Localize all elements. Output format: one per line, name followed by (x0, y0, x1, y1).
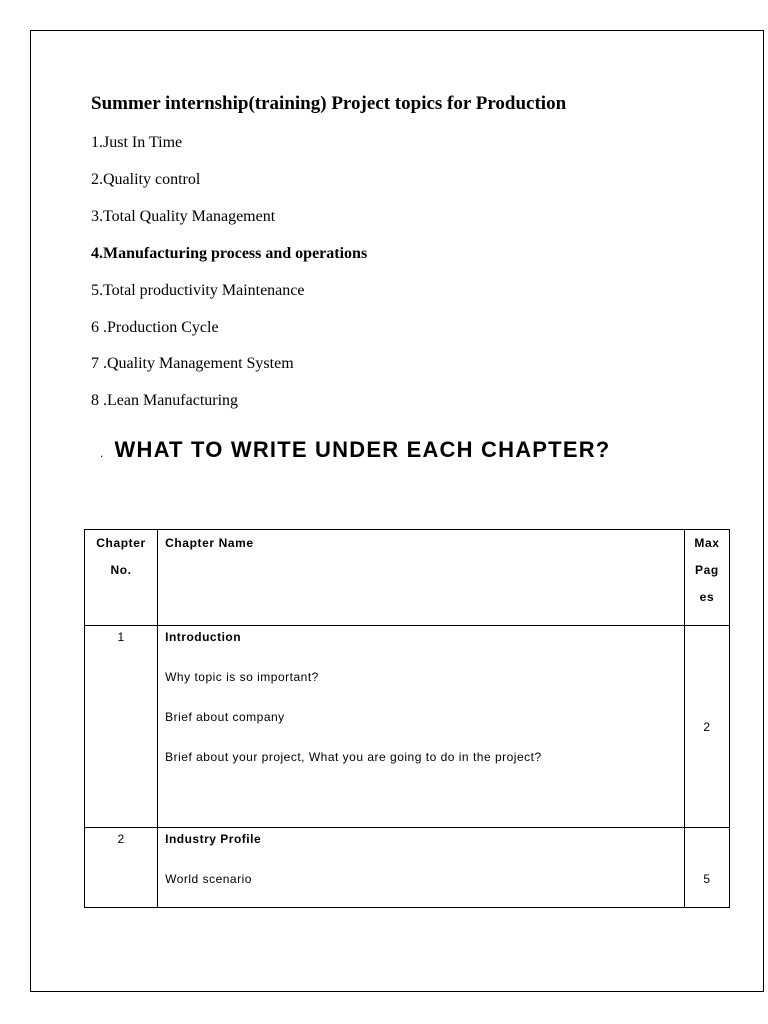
chapter-line: Brief about company (165, 710, 285, 724)
section-heading-text: WHAT TO WRITE UNDER EACH CHAPTER? (114, 437, 611, 462)
header-max-pages-line: es (699, 590, 715, 604)
topic-item: 3.Total Quality Management (91, 208, 276, 225)
topic-item: 8 .Lean Manufacturing (91, 392, 239, 409)
section-heading-dot: . (100, 446, 105, 460)
topic-item-highlighted: 4.Manufacturing process and operations (91, 245, 368, 262)
chapter-table (84, 529, 730, 908)
chapter-max-pages: 5 (684, 828, 729, 908)
chapter-max-pages: 2 (684, 626, 729, 828)
header-chapter-name: Chapter Name (158, 530, 685, 626)
table-header-row (85, 530, 730, 626)
header-max-pages (684, 530, 729, 626)
chapter-number: 1 (85, 626, 158, 828)
chapter-details (158, 828, 685, 908)
table-row (85, 828, 730, 908)
chapter-title: Industry Profile (165, 832, 262, 846)
section-heading (100, 434, 610, 469)
topic-item: 1.Just In Time (91, 134, 183, 151)
header-chapter-no-line: Chapter (96, 536, 146, 550)
table-row (85, 626, 730, 828)
header-chapter-no-line: No. (110, 563, 132, 577)
topic-item: 2.Quality control (91, 171, 201, 188)
document-title: Summer internship(training) Project topics for Production (91, 93, 567, 114)
topic-item: 6 .Production Cycle (91, 319, 219, 336)
chapter-details (158, 626, 685, 828)
chapter-title: Introduction (165, 630, 242, 644)
chapter-line: World scenario (165, 872, 252, 886)
header-max-pages-line: Pag (695, 563, 719, 577)
chapter-line: Why topic is so important? (165, 670, 319, 684)
header-max-pages-line: Max (694, 536, 720, 550)
topic-item: 5.Total productivity Maintenance (91, 282, 305, 299)
chapter-line: Brief about your project, What you are going to do in the project? (165, 750, 542, 764)
header-chapter-no (85, 530, 158, 626)
topic-item: 7 .Quality Management System (91, 355, 294, 372)
chapter-number: 2 (85, 828, 158, 908)
